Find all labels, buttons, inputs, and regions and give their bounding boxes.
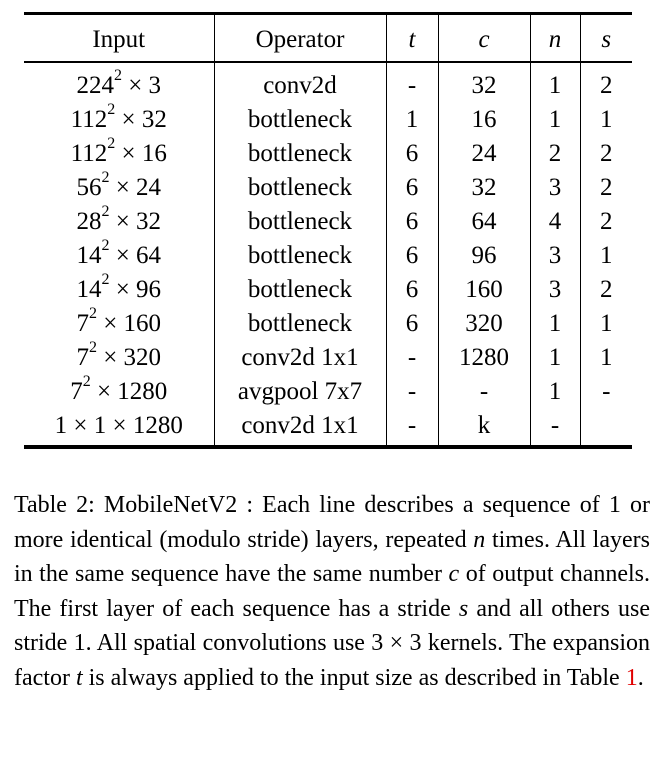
caption-var-s: s	[458, 595, 469, 622]
cell-n: 3	[530, 239, 580, 273]
input-rest: × 16	[115, 140, 167, 167]
input-exponent: 2	[107, 100, 116, 118]
table-body	[24, 62, 632, 447]
input-base: 14	[76, 276, 102, 303]
caption-var-c: c	[448, 561, 460, 587]
cell-s: 1	[600, 106, 613, 133]
input-exponent: 2	[101, 236, 110, 254]
cell-input	[24, 304, 214, 341]
cell-input	[24, 270, 214, 307]
cell-c: 64	[438, 205, 530, 239]
cell-c: 160	[438, 273, 530, 307]
cell-t: 6	[386, 205, 438, 239]
input-base: 112	[70, 106, 108, 133]
table-row	[24, 341, 632, 375]
table-row	[24, 375, 632, 409]
input-exponent: 2	[88, 304, 97, 322]
cell-n: 4	[530, 205, 580, 239]
cell-t: -	[386, 62, 438, 103]
cell-input	[24, 168, 214, 205]
cell-t: -	[386, 375, 438, 409]
header-operator: Operator	[214, 14, 386, 63]
input-exponent: 2	[107, 134, 116, 152]
cell-s: -	[602, 378, 611, 405]
header-input: Input	[24, 14, 214, 63]
cell-c: 96	[438, 239, 530, 273]
cell-c: 32	[438, 62, 530, 103]
cell-s: 2	[600, 72, 613, 99]
input-rest: × 320	[96, 344, 162, 371]
cell-operator: bottleneck	[214, 239, 386, 273]
cell-t: -	[386, 409, 438, 447]
input-base: 56	[76, 174, 102, 201]
cell-n: 1	[530, 307, 580, 341]
table-caption	[14, 488, 650, 695]
header-n: n	[530, 14, 580, 63]
cell-s: 2	[600, 276, 613, 303]
cell-c: 32	[438, 171, 530, 205]
caption-text-5: is always applied to the input size as described in Table	[82, 664, 626, 691]
cell-n: -	[530, 409, 580, 447]
input-exponent: 2	[101, 270, 110, 288]
cell-s: 2	[600, 174, 613, 201]
cell-s: 1	[600, 310, 613, 337]
table-reference-link[interactable]: 1	[625, 664, 638, 691]
cell-input	[24, 100, 214, 137]
table-row	[24, 273, 632, 307]
input-rest: × 3	[121, 72, 162, 99]
cell-s: 1	[600, 344, 613, 371]
header-s: s	[580, 14, 632, 63]
cell-operator: bottleneck	[214, 171, 386, 205]
cell-operator: bottleneck	[214, 103, 386, 137]
input-base: 28	[76, 208, 102, 235]
cell-input	[24, 202, 214, 239]
input-base: 7	[76, 310, 89, 337]
input-base: 7	[70, 378, 83, 405]
input-exponent: 2	[82, 372, 91, 390]
cell-t: -	[386, 341, 438, 375]
cell-input	[24, 62, 214, 103]
input-rest: × 1280	[90, 378, 168, 405]
cell-s	[580, 409, 632, 447]
cell-operator: bottleneck	[214, 137, 386, 171]
table-row	[24, 103, 632, 137]
caption-text-4: and all others use stride 1. All spatial convolutions use 3 × 3 kernels. The expansion factor	[14, 595, 650, 691]
cell-n: 2	[530, 137, 580, 171]
table-row	[24, 205, 632, 239]
input-exponent: 2	[113, 66, 122, 84]
table-row	[24, 409, 632, 447]
cell-input	[24, 236, 214, 273]
cell-operator: bottleneck	[214, 205, 386, 239]
cell-t: 6	[386, 239, 438, 273]
architecture-table	[24, 12, 632, 449]
cell-n: 1	[530, 375, 580, 409]
table-header-row	[24, 14, 632, 63]
input-rest: × 160	[96, 310, 162, 337]
header-c: c	[438, 14, 530, 63]
input-rest: × 32	[115, 106, 167, 133]
caption-text-3: of output channels. The first layer of each sequence has a stride	[14, 561, 651, 622]
input-base: 112	[70, 140, 108, 167]
table-row	[24, 307, 632, 341]
cell-t: 6	[386, 307, 438, 341]
cell-input	[24, 409, 214, 447]
caption-text-1: Table 2: MobileNetV2 : Each line describes a sequence of 1 or more identical (modulo stride) layers, repeated	[14, 492, 650, 553]
cell-operator: conv2d 1x1	[214, 341, 386, 375]
cell-operator: conv2d 1x1	[214, 409, 386, 447]
cell-s: 2	[600, 208, 613, 235]
table-row	[24, 62, 632, 103]
table-row	[24, 137, 632, 171]
cell-input	[24, 338, 214, 375]
cell-operator: bottleneck	[214, 273, 386, 307]
cell-operator: bottleneck	[214, 307, 386, 341]
cell-c: -	[438, 375, 530, 409]
cell-t: 6	[386, 273, 438, 307]
caption-var-t: t	[75, 664, 83, 691]
cell-n: 3	[530, 273, 580, 307]
caption-text-2: times. All layers in the same sequence have the same number	[14, 526, 650, 587]
cell-s: 2	[600, 140, 613, 167]
cell-c: 320	[438, 307, 530, 341]
input-base: 224	[76, 72, 114, 99]
cell-t: 6	[386, 137, 438, 171]
input-base: 14	[76, 242, 102, 269]
input-rest: × 32	[109, 208, 162, 235]
cell-t: 6	[386, 171, 438, 205]
cell-n: 1	[530, 341, 580, 375]
caption-var-n: n	[473, 526, 486, 553]
input-exponent: 2	[101, 168, 110, 186]
cell-operator: avgpool 7x7	[214, 375, 386, 409]
caption-text-6: .	[637, 664, 644, 691]
cell-s: 1	[600, 242, 613, 269]
table-row	[24, 239, 632, 273]
input-rest: × 96	[109, 276, 162, 303]
input-rest: × 24	[109, 174, 162, 201]
cell-c: k	[438, 409, 530, 447]
input-exponent: 2	[88, 338, 97, 356]
cell-n: 1	[530, 103, 580, 137]
cell-n: 3	[530, 171, 580, 205]
table-row	[24, 171, 632, 205]
input-base: 1 × 1 × 1280	[54, 412, 183, 439]
cell-c: 1280	[438, 341, 530, 375]
cell-c: 24	[438, 137, 530, 171]
cell-input	[24, 134, 214, 171]
table-container	[24, 12, 632, 449]
cell-input	[24, 372, 214, 409]
cell-n: 1	[530, 62, 580, 103]
cell-operator: conv2d	[214, 62, 386, 103]
input-exponent: 2	[101, 202, 110, 220]
cell-c: 16	[438, 103, 530, 137]
input-rest: × 64	[109, 242, 162, 269]
input-base: 7	[76, 344, 89, 371]
cell-t: 1	[386, 103, 438, 137]
header-t: t	[386, 14, 438, 63]
